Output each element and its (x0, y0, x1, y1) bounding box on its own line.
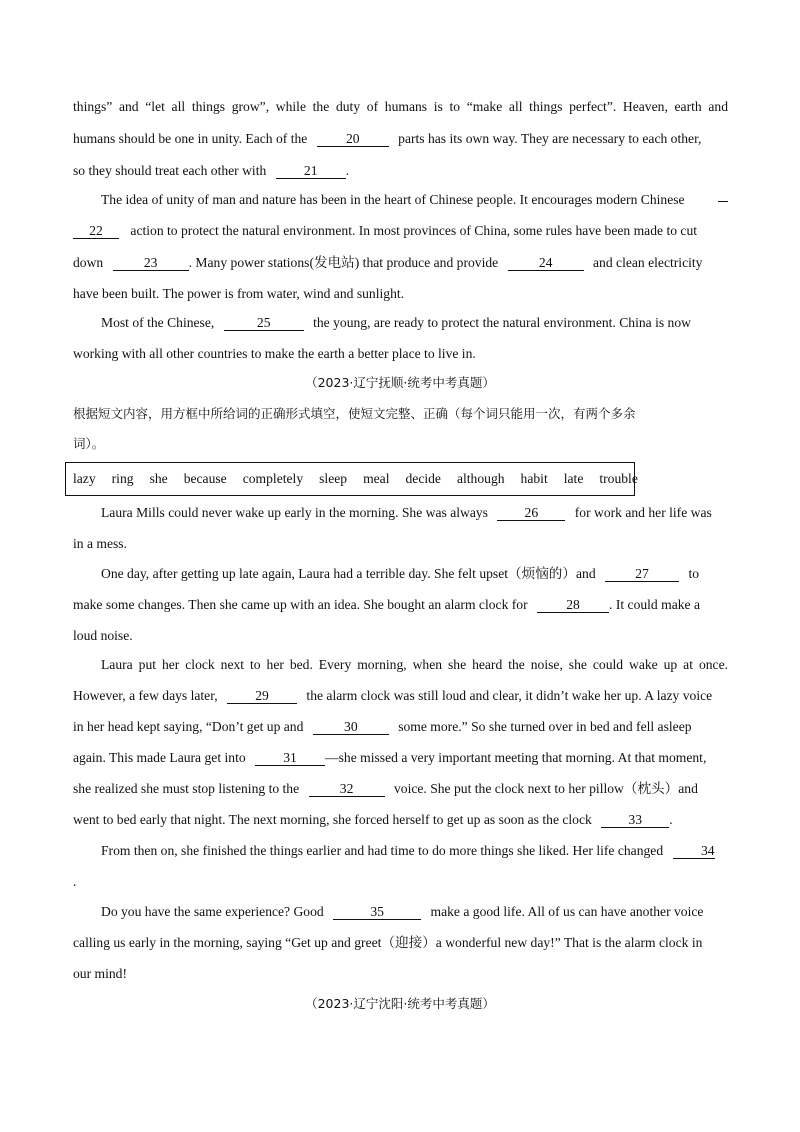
passage1-line (101, 313, 728, 333)
passage2-line (73, 595, 728, 615)
passage1-line: things” and “let all things grow”, while the duty of humans is to “make all things perfect”. Heaven, earth and (73, 99, 728, 114)
text-segment: Laura Mills could never wake up early in the morning. She was always (101, 505, 488, 520)
passage2-line (73, 717, 728, 737)
blank-26[interactable]: 26 (497, 505, 565, 521)
word-bank-item: trouble (599, 471, 638, 486)
text-segment: for work and her life was (574, 505, 712, 520)
text-segment: Most of the Chinese, (101, 315, 215, 330)
blank-23[interactable]: 23 (113, 255, 189, 271)
word-bank-item: late (563, 471, 584, 486)
text-segment: in her head kept saying, “Don’t get up and (73, 719, 304, 734)
passage2-line (73, 686, 728, 706)
text-segment: again. This made Laura get into (73, 750, 246, 765)
blank-35[interactable]: 35 (333, 904, 421, 920)
word-bank-box (65, 462, 638, 496)
source-citation: （2023·辽宁抚顺·统考中考真题） (305, 375, 495, 390)
passage1-line: have been built. The power is from water, wind and sunlight. (73, 286, 405, 301)
blank-32[interactable]: 32 (309, 781, 385, 797)
word-bank-item: sleep (319, 471, 348, 486)
word-bank-item: meal (363, 471, 390, 486)
text-segment: make some changes. Then she came up with an idea. She bought an alarm clock for (73, 597, 528, 612)
text-segment: the alarm clock was still loud and clear, it didn’t wake her up. A lazy voice (306, 688, 713, 703)
passage2-line (73, 810, 728, 830)
passage2-line: Laura put her clock next to her bed. Every morning, when she heard the noise, she could wake up at once. (101, 657, 728, 672)
passage2-line (101, 902, 728, 922)
blank-21[interactable]: 21 (276, 163, 346, 179)
instructions-line: 词）。 (73, 436, 105, 451)
blank-27[interactable]: 27 (605, 566, 679, 582)
passage2-line (101, 564, 728, 584)
blank-33[interactable]: 33 (601, 812, 669, 828)
blank-29[interactable]: 29 (227, 688, 297, 704)
passage2-line: loud noise. (73, 628, 133, 643)
text-segment: One day, after getting up late again, Laura had a terrible day. She felt upset（烦恼的）and (101, 566, 596, 581)
word-bank-item: habit (520, 471, 548, 486)
text-segment: . Many power stations(发电站) that produce and provide (188, 255, 499, 270)
text-segment: humans should be one in unity. Each of the (73, 131, 308, 146)
word-bank-item: ring (111, 471, 134, 486)
instructions-line: 根据短文内容，用方框中所给词的正确形式填空，使短文完整、正确（每个词只能用一次，有两个多余 (73, 406, 636, 421)
text-segment: so they should treat each other with (73, 163, 267, 178)
text-segment: the young, are ready to protect the natural environment. China is now (313, 315, 691, 330)
text-segment: went to bed early that night. The next morning, she forced herself to get up as soon as the clock (73, 812, 592, 827)
blank-20[interactable]: 20 (317, 131, 389, 147)
blank-22[interactable]: 22 (73, 223, 119, 239)
text-segment: . (669, 812, 673, 827)
text-segment: some more.” So she turned over in bed and fell asleep (398, 719, 692, 734)
passage2-line (73, 748, 728, 768)
passage1-line (73, 129, 728, 149)
word-bank-item: lazy (73, 471, 96, 486)
passage1-line (73, 221, 728, 241)
blank-34[interactable]: 34 (673, 843, 715, 859)
text-segment: Do you have the same experience? Good (101, 904, 324, 919)
passage1-line (73, 253, 728, 273)
passage1-line: working with all other countries to make the earth a better place to live in. (73, 346, 476, 361)
text-segment: However, a few days later, (73, 688, 218, 703)
passage2-line: . (73, 874, 77, 889)
passage1-line: The idea of unity of man and nature has been in the heart of Chinese people. It encourages modern Chinese (101, 192, 685, 207)
word-bank-item: decide (405, 471, 441, 486)
text-segment: —she missed a very important meeting that morning. At that moment, (325, 750, 707, 765)
source-citation: （2023·辽宁沈阳·统考中考真题） (305, 996, 495, 1011)
text-segment: voice. She put the clock next to her pillow（枕头）and (393, 781, 698, 796)
text-segment: . It could make a (609, 597, 700, 612)
text-segment: make a good life. All of us can have another voice (430, 904, 704, 919)
text-segment: she realized she must stop listening to the (73, 781, 300, 796)
text-segment: to (688, 566, 700, 581)
word-bank-item: although (456, 471, 505, 486)
passage2-line: in a mess. (73, 536, 127, 551)
blank-28[interactable]: 28 (537, 597, 609, 613)
word-bank-item: because (183, 471, 227, 486)
word-bank-item: she (149, 471, 168, 486)
text-segment: and clean electricity (593, 255, 703, 270)
blank-30[interactable]: 30 (313, 719, 389, 735)
blank-31[interactable]: 31 (255, 750, 325, 766)
word-bank-item: completely (242, 471, 304, 486)
passage2-line (101, 841, 728, 861)
passage2-line (73, 779, 728, 799)
blank-24[interactable]: 24 (508, 255, 584, 271)
text-segment: action to protect the natural environment. In most provinces of China, some rules have been made to cut (130, 223, 698, 238)
passage2-line (101, 503, 728, 523)
text-segment: parts has its own way. They are necessary to each other, (398, 131, 702, 146)
text-segment: From then on, she finished the things earlier and had time to do more things she liked. Her life changed (101, 843, 664, 858)
passage2-line: our mind! (73, 966, 127, 981)
passage2-line: calling us early in the morning, saying “Get up and greet（迎接）a wonderful new day!” That is the alarm clock in (73, 935, 703, 950)
passage1-line (73, 161, 728, 181)
blank-25[interactable]: 25 (224, 315, 304, 331)
text-segment: . (345, 163, 350, 178)
blank-22-start (718, 201, 728, 202)
text-segment: down (73, 255, 104, 270)
